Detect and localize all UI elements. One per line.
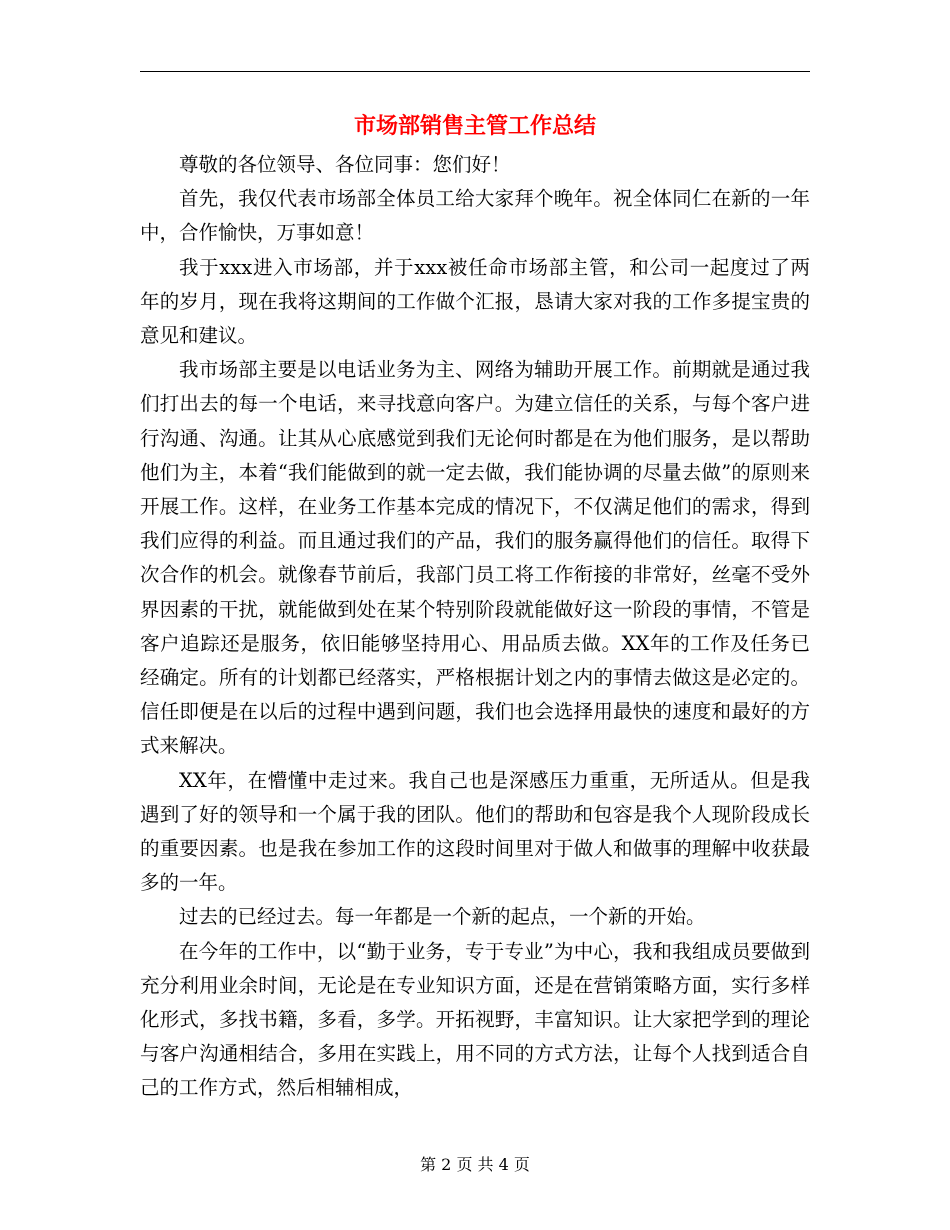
paragraph-introduction: 我于xxx进入市场部，并于xxx被任命市场部主管，和公司一起度过了两年的岁月，现在我将这期间的工作做个汇报，恳请大家对我的工作多提宝贵的意见和建议。 <box>140 255 810 348</box>
paragraph-year-review: XX年，在懵懂中走过来。我自己也是深感压力重重，无所适从。但是我遇到了好的领导和一个属于我的团队。他们的帮助和包容是我个人现阶段成长的重要因素。也是我在参加工作的这段时间里对于做人和做事的理解中收获最多的一年。 <box>140 768 810 895</box>
header-rule <box>140 71 810 72</box>
paragraph-greeting: 尊敬的各位领导、各位同事：您们好！ <box>179 153 511 176</box>
paragraph-new-start: 过去的已经过去。每一年都是一个新的起点，一个新的开始。 <box>179 905 706 929</box>
paragraph-work-plan: 在今年的工作中，以“勤于业务，专于专业”为中心，我和我组成员要做到充分利用业余时间，无论是在专业知识方面，还是在营销策略方面，实行多样化形式，多找书籍，多看，多学。开拓视野，丰富知识。让大家把学到的理论与客户沟通相结合，多用在实践上，用不同的方式方法，让每个人找到适合自己的工作方式，然后相辅相成， <box>140 939 810 1100</box>
paragraph-work-approach: 我市场部主要是以电话业务为主、网络为辅助开展工作。前期就是通过我们打出去的每一个电话，来寻找意向客户。为建立信任的关系，与每个客户进行沟通、沟通。让其从心底感觉到我们无论何时都是在为他们服务，是以帮助他们为主，本着“我们能做到的就一定去做，我们能协调的尽量去做”的原则来开展工作。这样，在业务工作基本完成的情况下，不仅满足他们的需求，得到我们应得的利益。而且通过我们的产品，我们的服务赢得他们的信任。取得下次合作的机会。就像春节前后，我部门员工将工作衔接的非常好，丝毫不受外界因素的干扰，就能做到处在某个特别阶段就能做好这一阶段的事情，不管是客户追踪还是服务，依旧能够坚持用心、用品质去做。XX年的工作及任务已经确定。所有的计划都已经落实，严格根据计划之内的事情去做这是必定的。信任即便是在以后的过程中遇到问题，我们也会选择用最快的速度和最好的方式来解决。 <box>140 358 810 758</box>
document-body <box>140 148 810 1106</box>
page-number-footer: 第 2 页 共 4 页 <box>420 1155 530 1174</box>
document-title: 市场部销售主管工作总结 <box>353 113 596 139</box>
paragraph-new-year-wishes: 首先，我仅代表市场部全体员工给大家拜个晚年。祝全体同仁在新的一年中，合作愉快，万事如意！ <box>140 187 810 245</box>
